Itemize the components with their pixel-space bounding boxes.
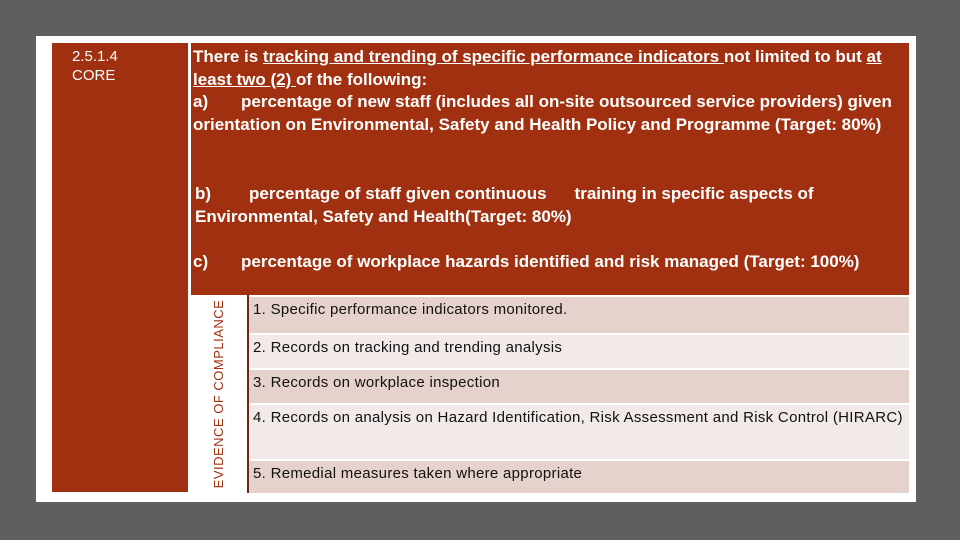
requirement-item-b xyxy=(195,183,903,228)
item-b-text-2: training in specific aspects of Environmental, Safety and Health(Target: 80%) xyxy=(195,184,814,226)
evidence-label-cell xyxy=(191,295,247,493)
evidence-label: EVIDENCE OF COMPLIANCE xyxy=(211,299,226,489)
clause-number: 2.5.1.4 xyxy=(72,48,118,65)
intro-text-1: There is xyxy=(193,47,263,66)
item-c-text: percentage of workplace hazards identified and risk managed (Target: 100%) xyxy=(241,252,860,271)
requirement-item-a xyxy=(193,91,903,136)
requirement-item-c xyxy=(193,251,903,274)
intro-underlined-1: tracking and trending of specific performance indicators xyxy=(262,47,724,66)
item-c-label: c) xyxy=(193,252,209,271)
item-a-label: a) xyxy=(193,92,209,111)
intro-text-2: not limited to but xyxy=(723,47,867,66)
item-b-text-1: percentage of staff given continuous xyxy=(249,184,547,203)
evidence-row: 3. Records on workplace inspection xyxy=(249,368,909,403)
clause-type: CORE xyxy=(72,67,116,84)
evidence-row: 4. Records on analysis on Hazard Identification, Risk Assessment and Risk Control (HIRARC) xyxy=(249,403,909,459)
clause-column xyxy=(52,43,188,492)
clause-code xyxy=(72,47,118,85)
intro-underlined-2: at least two (2) xyxy=(193,47,882,89)
item-b-label: b) xyxy=(195,184,212,203)
requirement-panel xyxy=(191,43,909,295)
evidence-row: 5. Remedial measures taken where appropriate xyxy=(249,459,909,493)
evidence-row: 1. Specific performance indicators monitored. xyxy=(249,295,909,333)
requirement-intro xyxy=(193,46,903,91)
evidence-row: 2. Records on tracking and trending analysis xyxy=(249,333,909,368)
evidence-table xyxy=(191,295,909,493)
intro-text-3: of the following: xyxy=(295,69,428,89)
item-a-text: percentage of new staff (includes all on-site outsourced service providers) given orientation on Environmental, Safety and Health Policy and Programme (Target: 80%) xyxy=(193,92,892,134)
